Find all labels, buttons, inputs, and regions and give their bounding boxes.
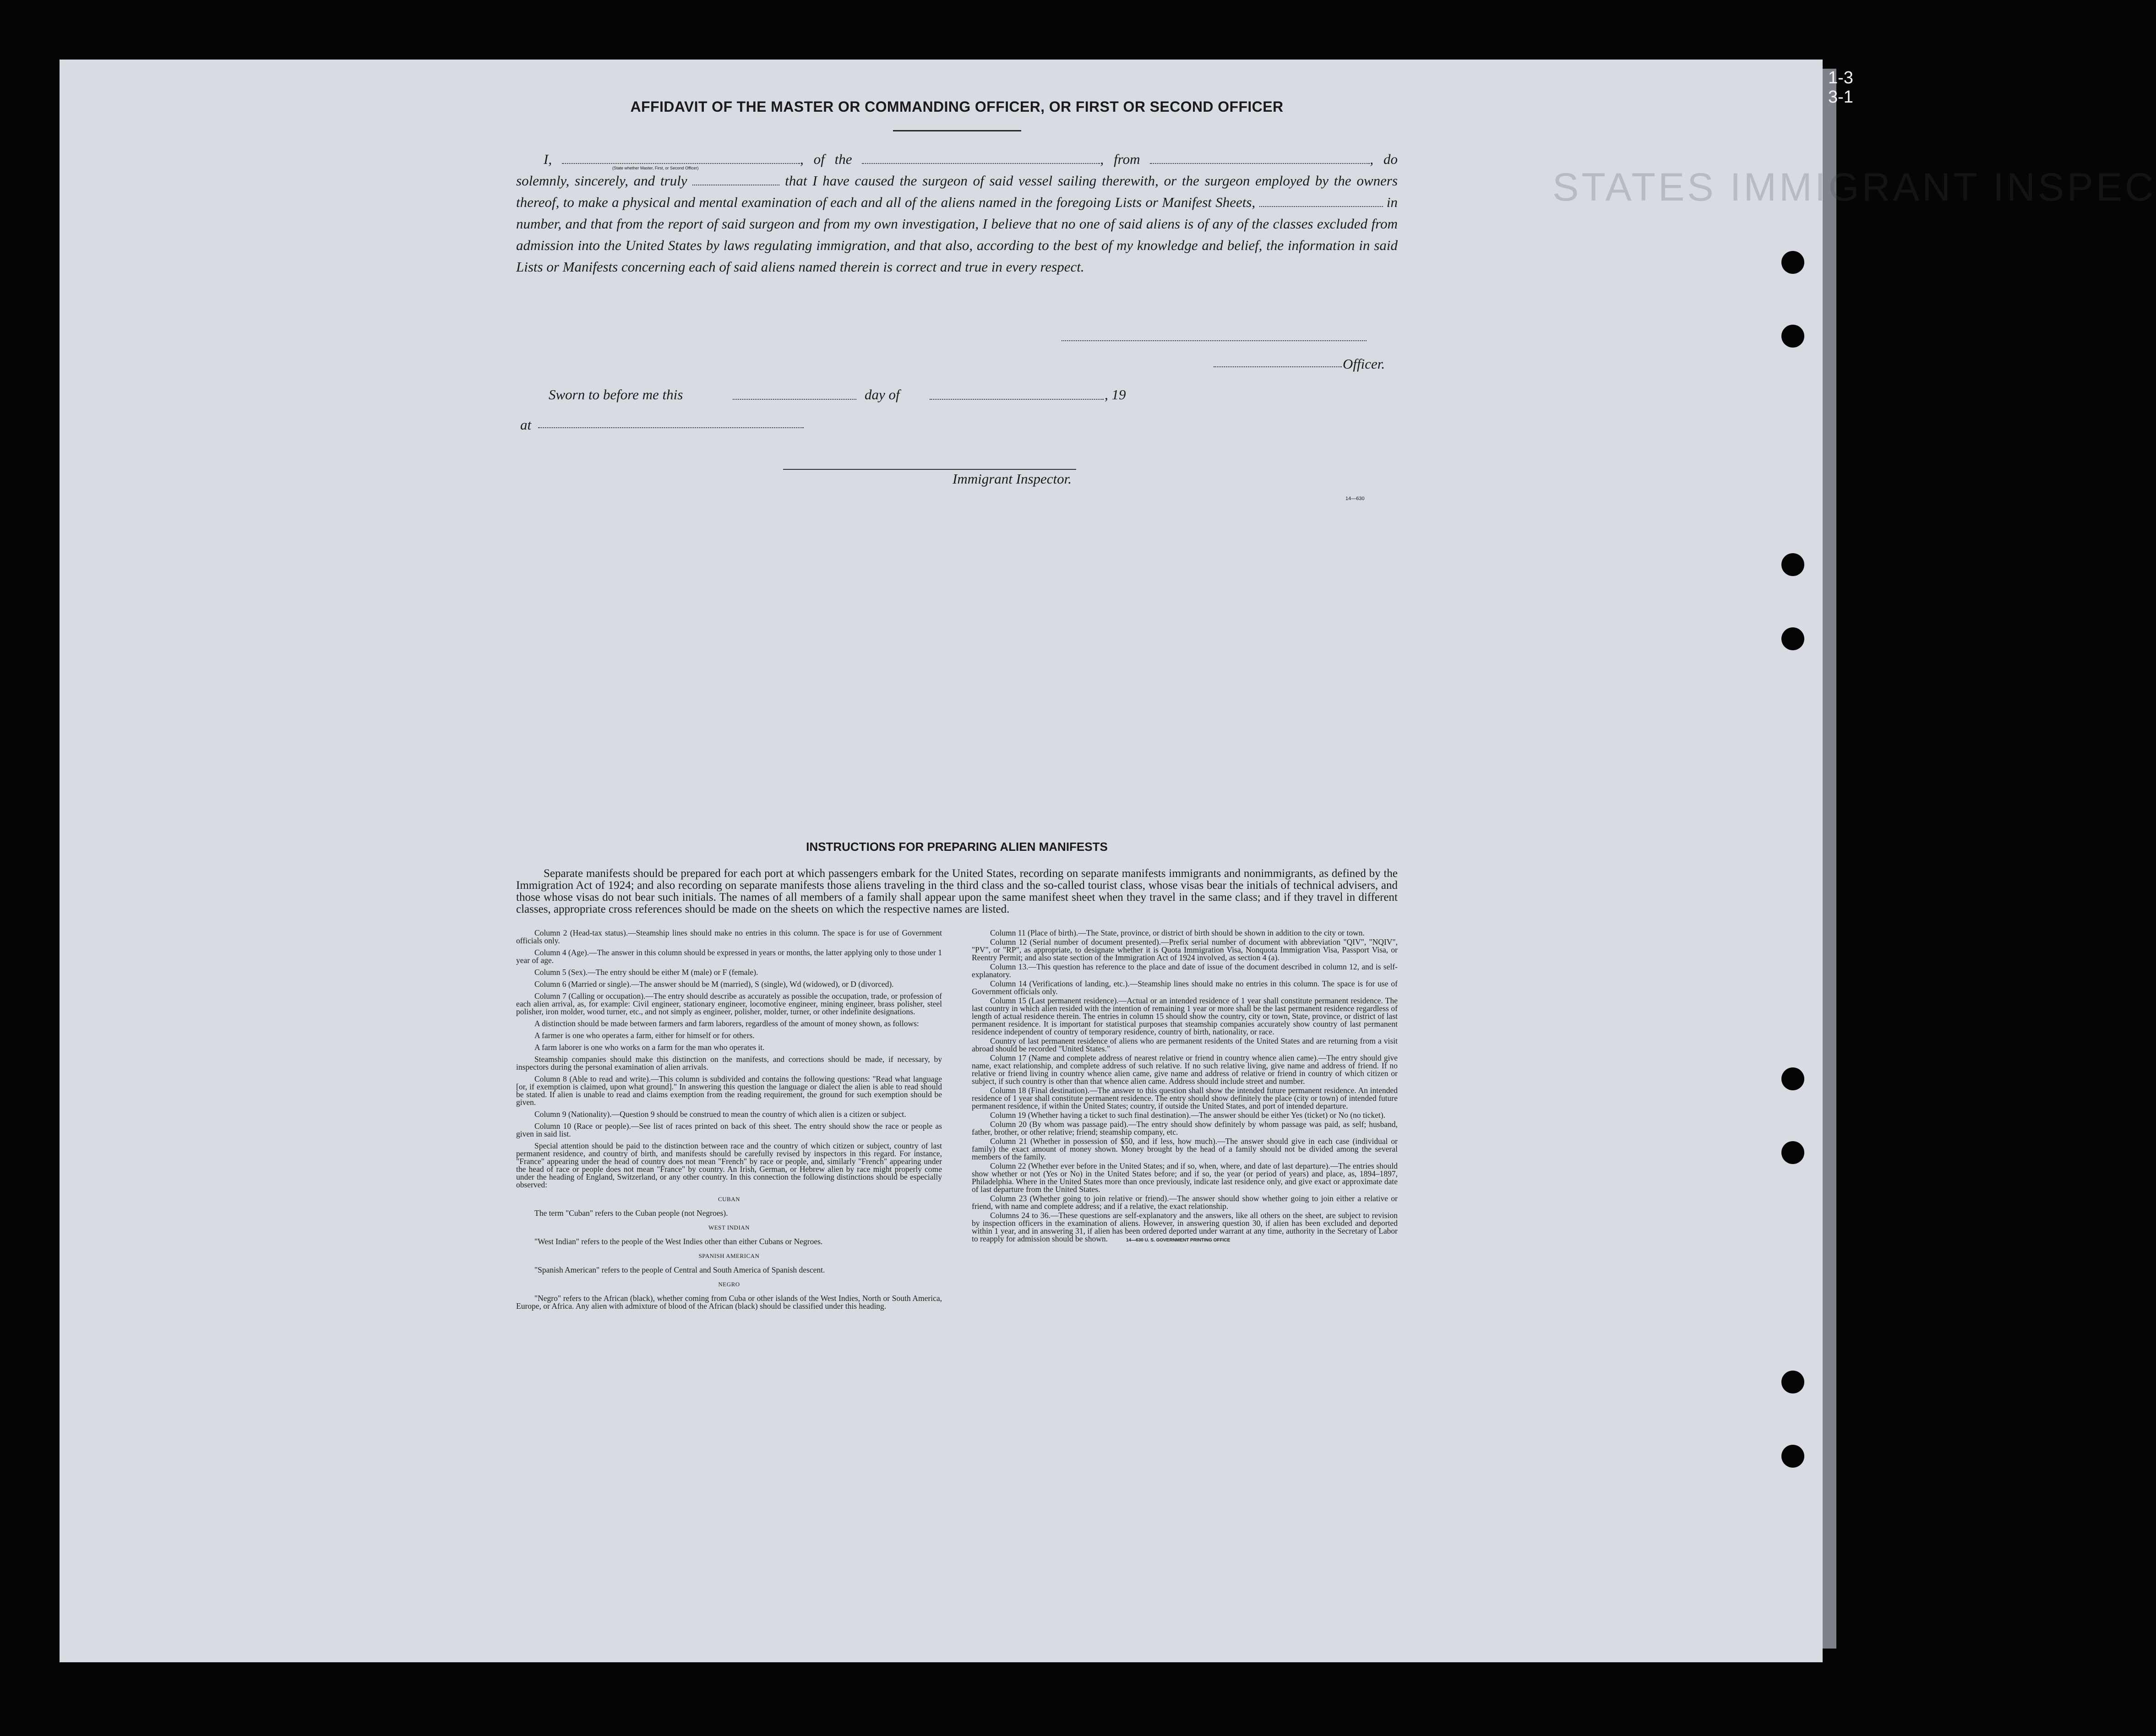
year-label: , 19: [1105, 386, 1126, 403]
instruction-paragraph: Column 13.—This question has reference to the place and date of issue of the document described in column 12, and is self-explanatory.: [972, 962, 1398, 979]
printing-office-imprint: 14—630 U. S. GOVERNMENT PRINTING OFFICE: [1126, 1238, 1230, 1243]
affidavit-paragraph: [516, 148, 1398, 278]
sheet-count-field: [1259, 197, 1383, 207]
affidavit-body-2: in number, and that from the report of said surgeon and from my own investigation, I believe that no one of said aliens is of any of the classes excluded from admission into the United States by laws regulating immigration, and that also, according to the best of my knowledge and belief, the information in said Lists or Manifests concerning each of said aliens named therein is correct and true in every respect.: [516, 194, 1398, 275]
instruction-paragraph: A distinction should be made between farmers and farm laborers, regardless of the amount of money shown, as follows:: [534, 1019, 919, 1028]
instruction-paragraph: Column 10 (Race or people).—See list of races printed on back of this sheet. The entry should show the race or people as given in said list.: [516, 1121, 942, 1138]
officer-signature-line: [1062, 340, 1367, 341]
instruction-paragraph: Column 14 (Verifications of landing, etc.).—Steamship lines should make no entries in this column. The space is for use of Government officials only.: [972, 979, 1398, 996]
punch-hole: [1781, 1445, 1804, 1468]
instruction-paragraph: A farm laborer is one who works on a farm for the man who operates it.: [534, 1043, 765, 1052]
oath-field: [692, 175, 779, 185]
instructions-title: INSTRUCTIONS FOR PREPARING ALIEN MANIFESTS: [806, 840, 1108, 854]
instruction-paragraph: Steamship companies should make this distinction on the manifests, and corrections should be made, if necessary, by inspectors during the personal examination of alien arrivals.: [516, 1055, 942, 1072]
affidavit-section: [516, 98, 1398, 278]
title-rule: [893, 130, 1021, 131]
sworn-label: Sworn to before me this: [549, 386, 683, 403]
officer-label: Officer.: [1343, 356, 1385, 372]
instruction-paragraph: Column 4 (Age).—The answer in this column should be expressed in years or months, the latter applying only to those under 1 year of age.: [516, 948, 942, 965]
instructions-columns: [516, 929, 1398, 1314]
word-do: , do: [1370, 151, 1398, 167]
punch-hole: [1781, 251, 1804, 274]
rank-hint: (State whether Master, First, or Second Officer): [612, 166, 699, 170]
instruction-paragraph: Column 6 (Married or single).—The answer should be M (married), S (single), Wd (widowed), or D (divorced).: [534, 980, 894, 989]
heading-spanish-american: SPANISH AMERICAN: [698, 1252, 760, 1259]
form-number: 14—630: [1345, 496, 1365, 501]
instruction-paragraph: A farmer is one who operates a farm, either for himself or for others.: [534, 1031, 755, 1040]
vessel-name-field: [862, 154, 1100, 164]
instructions-section: [516, 840, 1398, 1314]
instruction-paragraph: Column 20 (By whom was passage paid).—The entry should show definitely by whom passage was paid, as self; husband, father, brother, or other relative; friend; steamship company, etc.: [972, 1120, 1398, 1137]
instructions-intro: Separate manifests should be prepared for each port at which passengers embark for the United States, recording on separate manifests immigrants and nonimmigrants, as defined by the Immigration Act of 1924; and also recording on separate manifests those aliens traveling in the third class and the so-called tourist class, whose visas bear the initials of technical advisers, and those whose visas do not bear such initials. The names of all members of a family shall appear upon the same manifest sheet when they travel in the same class; and if they travel in different classes, appropriate cross references should be made on the sheets on which the respective names are listed.: [516, 867, 1398, 915]
instruction-paragraph-text: Columns 24 to 36.—These questions are self-explanatory and the answers, like all others on the sheet, are subject to revision by inspection officers in the examination of aliens. However, in answering question 30, if alien has been excluded and deported within 1 year, and in answering 31, if alien has been ordered deported under warrant at any time, authority in the Secretary of Labor to reapply for admission should be shown.: [972, 1211, 1398, 1243]
punch-hole: [1781, 627, 1804, 650]
definition-spanish-american: "Spanish American" refers to the people of Central and South America of Spanish descent.: [534, 1265, 825, 1274]
affidavit-body-1: that I have caused the surgeon of said vessel sailing therewith, or the surgeon employed by the owners thereof, to make a physical and mental examination of each and all of the aliens named in the foregoing Lists or Manifest Sheets,: [516, 173, 1398, 210]
sworn-month-line: [930, 399, 1104, 400]
affidavit-title: AFFIDAVIT OF THE MASTER OR COMMANDING OFFICER, OR FIRST OR SECOND OFFICER: [630, 98, 1284, 115]
punch-hole: [1781, 1141, 1804, 1164]
definition-west-indian: "West Indian" refers to the people of the West Indies other than either Cubans or Negroes.: [534, 1237, 823, 1246]
instructions-right-column: [972, 929, 1398, 1314]
instruction-paragraph: Column 9 (Nationality).—Question 9 should be construed to mean the country of which alien is a citizen or subject.: [534, 1110, 906, 1119]
instruction-paragraph: Column 2 (Head-tax status).—Steamship lines should make no entries in this column. The space is for use of Government officials only.: [516, 928, 942, 945]
instruction-paragraph: Column 8 (Able to read and write).—This column is subdivided and contains the following questions: "Read what language [or, if exemption is claimed, upon what ground]." In answering this question the language or dialect the alien is able to read should be stated. If alien is unable to read and claims exemption from the reading requirement, the ground for such exemption should be given.: [516, 1074, 942, 1107]
instruction-paragraph: Column 21 (Whether in possession of $50, and if less, how much).—The answer should give in each case (individual or family) the exact amount of money shown. Money brought by the head of a family should not be divided among the several members of the family.: [972, 1137, 1398, 1161]
word-i: I,: [544, 151, 552, 167]
instruction-paragraph: Column 17 (Name and complete address of nearest relative or friend in country whence alien came).—The entry should give name, exact relationship, and complete address of such relative. If no such relative living, give name and address of friend. If no relative or friend living in country whence alien came, give name and address of relative or friend in country of which citizen or subject, if such country is other than that whence alien came. Address should include street and number.: [972, 1053, 1398, 1086]
at-label: at: [520, 417, 532, 433]
instruction-paragraph: Column 19 (Whether having a ticket to such final destination).—The answer should be either Yes (ticket) or No (no ticket).: [990, 1110, 1386, 1120]
instruction-paragraph: Column 15 (Last permanent residence).—Actual or an intended residence of 1 year shall constitute permanent residence. The last country in which alien resided with the intention of remaining 1 year or more shall be the last permanent residence regardless of length of actual residence therein. The entries in column 15 should show the country, city or town, State, province, or district of last permanent residence. It is important for statistical purposes that steamship companies accurately show country of last permanent residence independent of country of temporary residence, country of birth, nationality, or race.: [972, 996, 1398, 1036]
instructions-left-column: [516, 929, 942, 1314]
day-of-label: day of: [865, 386, 900, 403]
punch-hole: [1781, 1371, 1804, 1393]
instruction-paragraph: Column 22 (Whether ever before in the United States; and if so, when, where, and date of last departure).—The entries should show whether or not (Yes or No) in the United States before; and if so, the year (or period of years) and place, as, 1894–1897, Philadelphia. Where in the United States more than once previously, indicate last residence only, and give exact or approximate date of last departure from the United States.: [972, 1161, 1398, 1194]
heading-negro: NEGRO: [718, 1281, 740, 1288]
punch-hole: [1781, 325, 1804, 348]
punch-hole: [1781, 1067, 1804, 1090]
instruction-paragraph: Column 12 (Serial number of document presented).—Prefix serial number of document with abbreviation "QIV", "NQIV", "PV", or "RP", as appropriate, to designate whether it is Quota Immigration Visa, Nonquota Immigration Visa, Passport Visa, or Reentry Permit; and also state section of the Immigration Act of 1924 involved, as section 4 (a).: [972, 937, 1398, 962]
officer-title-line: [1214, 366, 1342, 367]
instruction-paragraph: Special attention should be paid to the distinction between race and the country of which citizen or subject, country of last permanent residence, and country of birth, and manifests should be carefully revised by inspectors in this regard. For instance, "France" appearing under the head of country does not mean "French" by race or people, and, similarly "French" appearing under the head of race or people does not mean "France" by country. An Irish, German, or Hebrew alien by race might properly come under the heading of England, Switzerland, or any other country. In this connection the following distinctions should be especially observed:: [516, 1141, 942, 1189]
definition-negro: "Negro" refers to the African (black), whether coming from Cuba or other islands of the West Indies, North or South America, Europe, or Africa. Any alien with admixture of blood of the African (black) should be classified under this heading.: [516, 1294, 942, 1311]
heading-west-indian: WEST INDIAN: [708, 1224, 750, 1231]
instruction-paragraph: Country of last permanent residence of aliens who are permanent residents of the United States and are returning from a visit abroad should be recorded "United States.": [972, 1036, 1398, 1053]
punch-hole: [1781, 553, 1804, 576]
instruction-paragraph: Column 7 (Calling or occupation).—The entry should describe as accurately as possible the occupation, trade, or profession of each alien arrival, as, for example: Civil engineer, stationary engineer, locomotive engineer, mining engineer, brass polisher, steel polisher, iron molder, wood turner, etc., and not simply as engineer, polisher, molder, turner, or other indefinite designations.: [516, 991, 942, 1016]
word-solemnly: solemnly, sincerely, and truly: [516, 173, 687, 189]
word-of-the: , of the: [800, 151, 852, 167]
inspector-label: Immigrant Inspector.: [953, 471, 1072, 487]
instruction-paragraph: Column 23 (Whether going to join relative or friend).—The answer should show whether going to join either a relative or friend, with name and complete address; and if a relative, the exact relationship.: [972, 1194, 1398, 1211]
officer-rank-field: [562, 154, 800, 170]
corner-handwritten-marks: 1-3 3-1: [1828, 68, 1853, 107]
definition-cuban: The term "Cuban" refers to the Cuban people (not Negroes).: [534, 1208, 728, 1218]
instruction-paragraph: Column 18 (Final destination).—The answer to this question shall show the intended future permanent residence. An intended residence of 1 year shall constitute permanent residence. The entry should show definitely the place (city or town) of intended future permanent residence, if within the United States; country, if outside the United States, and port of intended departure.: [972, 1086, 1398, 1110]
instruction-paragraph: Column 11 (Place of birth).—The State, province, or district of birth should be shown in addition to the city or town.: [990, 928, 1365, 937]
word-from: , from: [1100, 151, 1140, 167]
instruction-paragraph: [972, 1212, 1398, 1244]
bleed-through-text: STATES IMMIGRANT INSPEC: [1552, 165, 2156, 209]
instruction-paragraph: Column 5 (Sex).—The entry should be either M (male) or F (female).: [534, 968, 758, 977]
inspector-signature-line: [783, 469, 1076, 470]
page-edge-strip: [1823, 69, 1836, 1649]
heading-cuban: CUBAN: [718, 1196, 740, 1203]
sworn-place-line: [538, 427, 804, 428]
sworn-day-line: [733, 399, 856, 400]
departure-port-field: [1150, 154, 1370, 164]
